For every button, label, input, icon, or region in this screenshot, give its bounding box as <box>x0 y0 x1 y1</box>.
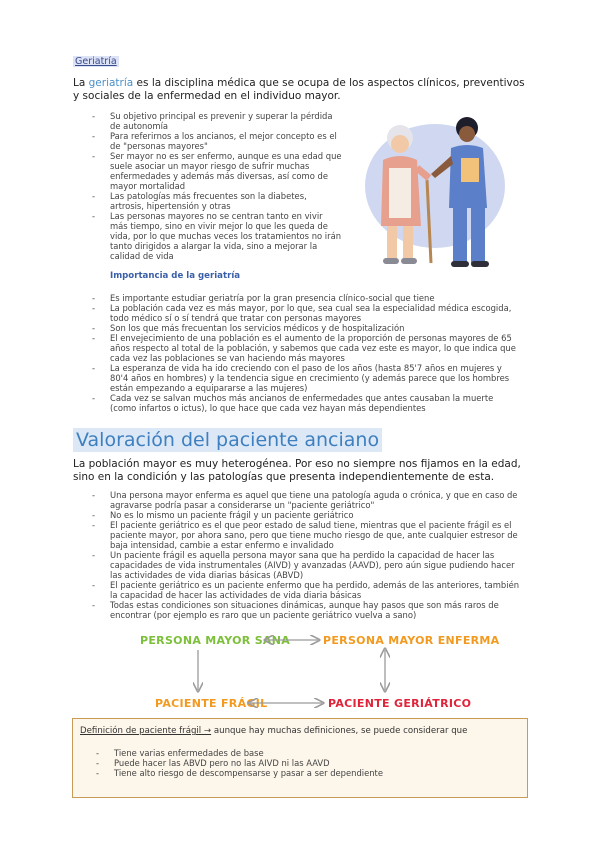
list-item: - La esperanza de vida ha ido creciendo con el paso de los años (hasta 85'7 años en mujeres y 80'4 años en hombres) y la tendencia sigue en crecimiento (y además parece que los hombres están empezando a equipararse a las mujeres) <box>92 363 522 393</box>
list-item: - Es importante estudiar geriatría por la gran presencia clínico-social que tiene <box>92 293 522 303</box>
valoracion-lead: La población mayor es muy heterogénea. Por eso no siempre nos fijamos en la edad, sino en la condición y las patologías que presenta independientemente de esta. <box>73 458 521 483</box>
diagram-node-geriatrico: PACIENTE GERIÁTRICO <box>328 697 472 710</box>
list-item: - Para referirnos a los ancianos, el mejor concepto es el de "personas mayores" <box>92 131 342 151</box>
list-item: - Cada vez se salvan muchos más ancianos de enfermedades que antes causaban la muerte (como infartos o ictus), lo que hace que cada vez hayan más dependientes <box>92 393 522 413</box>
list-item: - Ser mayor no es ser enfermo, aunque es una edad que suele asociar un mayor riesgo de sufrir muchas enfermedades y además más diversas, así como de mayor mortalidad <box>92 151 342 191</box>
intro-pre: La <box>73 77 89 89</box>
list-item: - Tiene varias enfermedades de base <box>96 748 496 758</box>
definition-title-rest: aunque hay muchas definiciones, se puede considerar que <box>211 726 468 736</box>
list-item: - Puede hacer las ABVD pero no las AIVD ni las AAVD <box>96 758 496 768</box>
section-heading-geriatria: Geriatría <box>75 56 117 67</box>
list-item: - Tiene alto riesgo de descompensarse y pasar a ser dependiente <box>96 768 496 778</box>
definition-title-underlined: Definición de paciente frágil → <box>80 726 212 736</box>
subheading-importancia: Importancia de la geriatría <box>110 271 241 281</box>
list-item: - La población cada vez es más mayor, por lo que, sea cual sea la especialidad médica escogida, todo médico sí o sí tendrá que tratar con personas mayores <box>92 303 522 323</box>
intro-highlight: geriatría <box>88 77 134 89</box>
list-item: - Son los que más frecuentan los servicios médicos y de hospitalización <box>92 323 522 333</box>
diagram-node-sana: PERSONA MAYOR SANA <box>140 634 291 647</box>
list-item: - Todas estas condiciones son situaciones dinámicas, aunque hay pasos que son más raros de encontrar (por ejemplo es raro que un paciente geriátrico vuelva a sano) <box>92 600 522 620</box>
intro-post: es la disciplina médica que se ocupa de los aspectos clínicos, preventivos y sociales de la enfermedad en el individuo mayor. <box>73 77 525 102</box>
definition-list <box>96 748 496 778</box>
diagram-node-enferma: PERSONA MAYOR ENFERMA <box>323 634 500 647</box>
list-item: - Una persona mayor enferma es aquel que tiene una patología aguda o crónica, y que en caso de agravarse podría pasar a considerarse un "paciente geriátrico" <box>92 490 522 510</box>
list-item: - El paciente geriátrico es un paciente enfermo que ha perdido, además de las anteriores, también la capacidad de hacer las actividades de vida diaria básicas <box>92 580 522 600</box>
definition-title <box>80 726 467 736</box>
section-title-valoracion: Valoración del paciente anciano <box>73 428 382 452</box>
list-item: - El paciente geriátrico es el que peor estado de salud tiene, mientras que el paciente frágil es el paciente mayor, por ahora sano, pero que tiene mucho riesgo de que, ante cualquier estresor de baja intensidad, cambie a estar enfermo e invalidado <box>92 520 522 550</box>
list-item: - El envejecimiento de una población es el aumento de la proporción de personas mayores de 65 años respecto al total de la población, y sabemos que cada vez este es mayor, lo que indica que cada vez las poblaciones se van haciendo más mayores <box>92 333 522 363</box>
list-item: - No es lo mismo un paciente frágil y un paciente geriátrico <box>92 510 522 520</box>
list-item: - Las patologías más frecuentes son la diabetes, artrosis, hipertensión y otras <box>92 191 342 211</box>
list-item: - Las personas mayores no se centran tanto en vivir más tiempo, sino en vivir mejor lo que les queda de vida, por lo que muchas veces los tratamientos no irán tanto dirigidos a alargar la vida, sino a mejorar la calidad de vida <box>92 211 342 261</box>
diagram-node-fragil: PACIENTE FRÁGIL <box>155 697 268 710</box>
list-item: - Su objetivo principal es prevenir y superar la pérdida de autonomía <box>92 111 342 131</box>
list-item: - Un paciente frágil es aquella persona mayor sana que ha perdido la capacidad de hacer las capacidades de vida instrumentales (AIVD) y avanzadas (AAVD), pero aún sigue pudiendo hacer las actividades de vida diarias básicas (ABVD) <box>92 550 522 580</box>
